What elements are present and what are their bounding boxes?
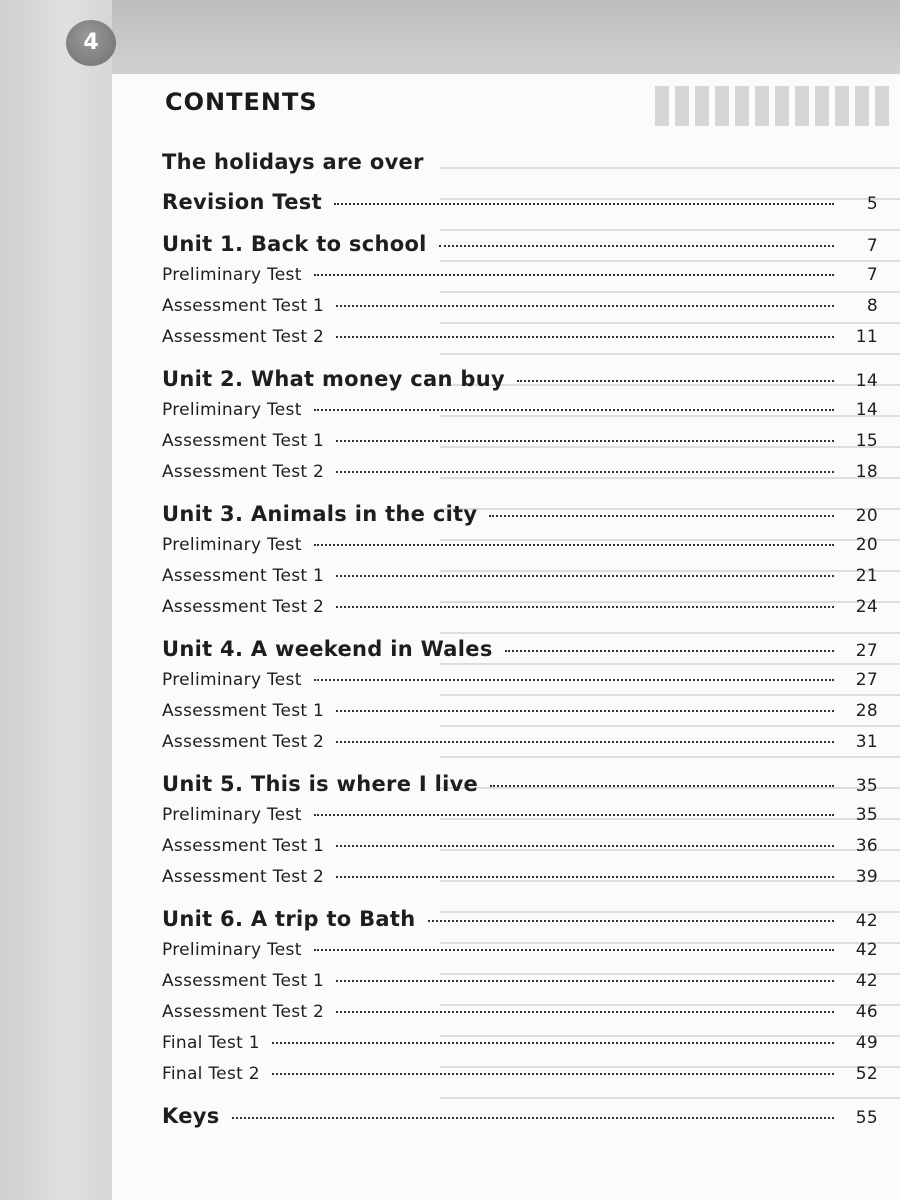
toc-entry-page: 8 [866, 296, 878, 316]
toc-entry-page: 46 [855, 1002, 878, 1022]
toc-entry-label: Unit 6. A trip to Bath [162, 907, 416, 931]
toc-entry-page: 49 [855, 1033, 878, 1053]
toc-entry-page: 14 [855, 400, 878, 420]
dot-leader [336, 606, 834, 608]
toc-entry-label: Assessment Test 2 [162, 732, 325, 752]
toc-section-entry [162, 1104, 878, 1128]
toc-section-entry [162, 637, 878, 661]
toc-entry-label: Unit 4. A weekend in Wales [162, 637, 493, 661]
toc-entry-page: 20 [855, 535, 878, 555]
toc-entry [162, 1033, 878, 1053]
toc-entry-page: 39 [855, 867, 878, 887]
toc-entry-label: Unit 2. What money can buy [162, 367, 505, 391]
toc-entry-label: Unit 1. Back to school [162, 232, 427, 256]
dot-leader [336, 845, 834, 847]
toc-entry-label: Assessment Test 2 [162, 327, 325, 347]
dot-leader [489, 515, 834, 517]
toc-entry [162, 327, 878, 347]
dot-leader [314, 679, 834, 681]
toc-entry-page: 20 [855, 506, 878, 526]
contents-title: CONTENTS [165, 88, 318, 116]
dot-leader [314, 949, 834, 951]
dot-leader [232, 1117, 834, 1119]
toc-entry-label: Preliminary Test [162, 265, 302, 285]
toc-entry [162, 265, 878, 285]
toc-entry-label: Preliminary Test [162, 805, 302, 825]
dot-leader [336, 440, 834, 442]
toc-entry [162, 836, 878, 856]
toc-entry-label: Preliminary Test [162, 400, 302, 420]
dot-leader [272, 1073, 834, 1075]
toc-entry [162, 400, 878, 420]
toc-entry-label: Assessment Test 1 [162, 971, 325, 991]
toc-heading [162, 150, 878, 174]
toc-entry-label: Final Test 2 [162, 1064, 260, 1084]
toc-entry [162, 805, 878, 825]
toc-entry-page: 55 [855, 1108, 878, 1128]
toc-entry [162, 867, 878, 887]
toc-entry-label: Preliminary Test [162, 535, 302, 555]
toc-entry [162, 597, 878, 617]
toc-entry-page: 18 [855, 462, 878, 482]
toc-section-entry [162, 772, 878, 796]
dot-leader [336, 305, 834, 307]
dot-leader [490, 785, 834, 787]
toc-entry [162, 971, 878, 991]
toc-entry-label: Assessment Test 1 [162, 701, 325, 721]
dot-leader [336, 336, 834, 338]
toc-entry-page: 21 [855, 566, 878, 586]
dot-leader [336, 980, 834, 982]
toc-entry [162, 1064, 878, 1084]
toc-heading-label: The holidays are over [162, 150, 424, 174]
dot-leader [314, 409, 834, 411]
toc-entry-label: Keys [162, 1104, 220, 1128]
toc-entry [162, 940, 878, 960]
toc-section-entry [162, 367, 878, 391]
toc-section-entry [162, 190, 878, 214]
dot-leader [272, 1042, 834, 1044]
toc-entry [162, 701, 878, 721]
toc-entry [162, 462, 878, 482]
toc-entry-label: Assessment Test 2 [162, 597, 325, 617]
toc-section-entry [162, 502, 878, 526]
dot-leader [314, 814, 834, 816]
toc-entry-page: 24 [855, 597, 878, 617]
toc-entry-page: 7 [866, 236, 878, 256]
page-edge-top [0, 0, 900, 78]
toc-entry-page: 11 [855, 327, 878, 347]
dot-leader [336, 575, 834, 577]
toc-entry-page: 52 [855, 1064, 878, 1084]
dot-leader [439, 245, 834, 247]
toc-section-entry [162, 907, 878, 931]
toc-entry-page: 14 [855, 371, 878, 391]
toc-entry-page: 7 [866, 265, 878, 285]
toc-entry-label: Revision Test [162, 190, 322, 214]
dot-leader [336, 741, 834, 743]
toc-entry-label: Assessment Test 2 [162, 462, 325, 482]
toc-entry-label: Final Test 1 [162, 1033, 260, 1053]
toc-entry [162, 535, 878, 555]
toc-entry [162, 431, 878, 451]
toc-entry-label: Unit 5. This is where I live [162, 772, 479, 796]
toc-entry [162, 1002, 878, 1022]
page-number: 4 [83, 30, 99, 55]
toc-entry-label: Assessment Test 1 [162, 431, 325, 451]
dot-leader [336, 710, 834, 712]
toc-entry-page: 42 [855, 911, 878, 931]
dot-leader [314, 274, 834, 276]
toc-entry-page: 35 [855, 805, 878, 825]
dot-leader [336, 1011, 834, 1013]
toc-entry-label: Preliminary Test [162, 940, 302, 960]
dot-leader [428, 920, 835, 922]
toc-entry-label: Assessment Test 1 [162, 566, 325, 586]
dot-leader [314, 544, 834, 546]
toc-entry-page: 35 [855, 776, 878, 796]
toc-entry-label: Unit 3. Animals in the city [162, 502, 478, 526]
toc-entry-page: 42 [855, 971, 878, 991]
show-through-text [440, 150, 900, 1110]
show-through-heading [655, 86, 895, 126]
dot-leader [334, 203, 834, 205]
toc-entry-page: 5 [866, 194, 878, 214]
toc-entry-page: 27 [855, 670, 878, 690]
toc-entry-label: Assessment Test 2 [162, 1002, 325, 1022]
toc-entry-label: Assessment Test 2 [162, 867, 325, 887]
toc-entry [162, 566, 878, 586]
dot-leader [505, 650, 834, 652]
page-edge-left [0, 0, 112, 1200]
toc-entry-page: 27 [855, 641, 878, 661]
toc-entry-page: 42 [855, 940, 878, 960]
toc-entry-page: 31 [855, 732, 878, 752]
toc-entry-page: 15 [855, 431, 878, 451]
toc-entry-label: Assessment Test 1 [162, 836, 325, 856]
toc-entry-label: Assessment Test 1 [162, 296, 325, 316]
toc-entry [162, 296, 878, 316]
toc-entry [162, 732, 878, 752]
dot-leader [336, 471, 834, 473]
dot-leader [517, 380, 834, 382]
toc-entry [162, 670, 878, 690]
dot-leader [336, 876, 834, 878]
toc-section-entry [162, 232, 878, 256]
toc-entry-label: Preliminary Test [162, 670, 302, 690]
toc-entry-page: 28 [855, 701, 878, 721]
toc-entry-page: 36 [855, 836, 878, 856]
